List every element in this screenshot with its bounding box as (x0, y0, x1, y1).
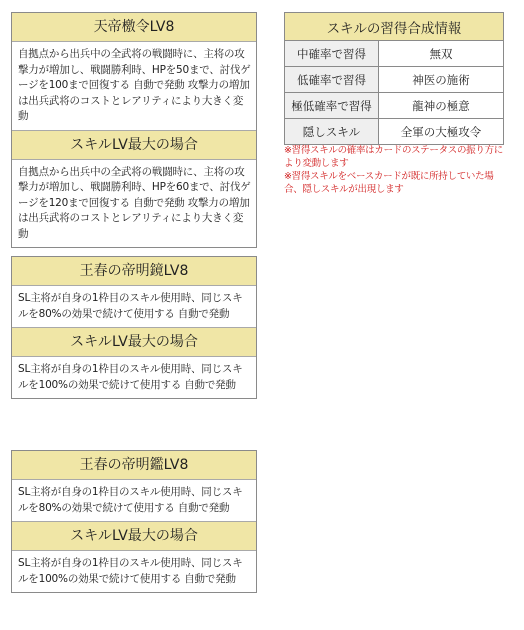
skill-card-teimeikyou (11, 256, 257, 399)
skill-description: SL主将が自身の1枠目のスキル使用時、同じスキルを80%の効果で続けて使用する 自動で発動 (18, 486, 243, 514)
skill-description: 自拠点から出兵中の全武将の戦闘時に、主将の攻撃力が増加し、戦闘勝利時、HPを50まで、討伐ゲージを100まで回復する 自動で発動 攻撃力の増加は出兵武将のコストとレアリティにより大きく変動 (18, 48, 251, 122)
skill-title: 天帝檄令LV8 (12, 13, 256, 42)
acquisition-value: 無双 (379, 41, 504, 67)
skill-title: 王春の帝明鏡LV8 (12, 257, 256, 286)
acquisition-value: 龍神の極意 (379, 93, 504, 119)
skill-max-header: スキルLV最大の場合 (12, 327, 256, 357)
acquisition-label: 低確率で習得 (285, 67, 379, 93)
acquisition-notes (284, 144, 510, 196)
skill-card-teimeikan (11, 450, 257, 593)
skill-max-header: スキルLV最大の場合 (12, 130, 256, 160)
skill-acquisition-table (284, 12, 504, 145)
skill-description: SL主将が自身の1枠目のスキル使用時、同じスキルを80%の効果で続けて使用する 自動で発動 (18, 292, 243, 320)
skill-card-tenteigekirei (11, 12, 257, 248)
note-hidden-skill: ※習得スキルをベースカードが既に所持していた場合、隠しスキルが出現します (284, 171, 494, 195)
skill-title: 王春の帝明鑑LV8 (12, 451, 256, 480)
table-row (285, 67, 504, 93)
acquisition-value: 全軍の大極攻令 (379, 119, 504, 145)
note-probability: ※習得スキルの確率はカードのステータスの振り方により変動します (284, 145, 503, 169)
skill-max-description: SL主将が自身の1枠目のスキル使用時、同じスキルを100%の効果で続けて使用する 自動で発動 (18, 557, 243, 585)
skill-max-header: スキルLV最大の場合 (12, 521, 256, 551)
acquisition-label: 隠しスキル (285, 119, 379, 145)
table-row (285, 41, 504, 67)
acquisition-label: 極低確率で習得 (285, 93, 379, 119)
acquisition-value: 神医の施術 (379, 67, 504, 93)
table-row (285, 93, 504, 119)
skill-max-description: SL主将が自身の1枠目のスキル使用時、同じスキルを100%の効果で続けて使用する 自動で発動 (18, 363, 243, 391)
table-row (285, 119, 504, 145)
skill-max-description: 自拠点から出兵中の全武将の戦闘時に、主将の攻撃力が増加し、戦闘勝利時、HPを60まで、討伐ゲージを120まで回復する 自動で発動 攻撃力の増加は出兵武将のコストとレアリティにより大きく変動 (18, 165, 251, 240)
acquisition-table-title: スキルの習得合成情報 (285, 13, 504, 41)
acquisition-label: 中確率で習得 (285, 41, 379, 67)
